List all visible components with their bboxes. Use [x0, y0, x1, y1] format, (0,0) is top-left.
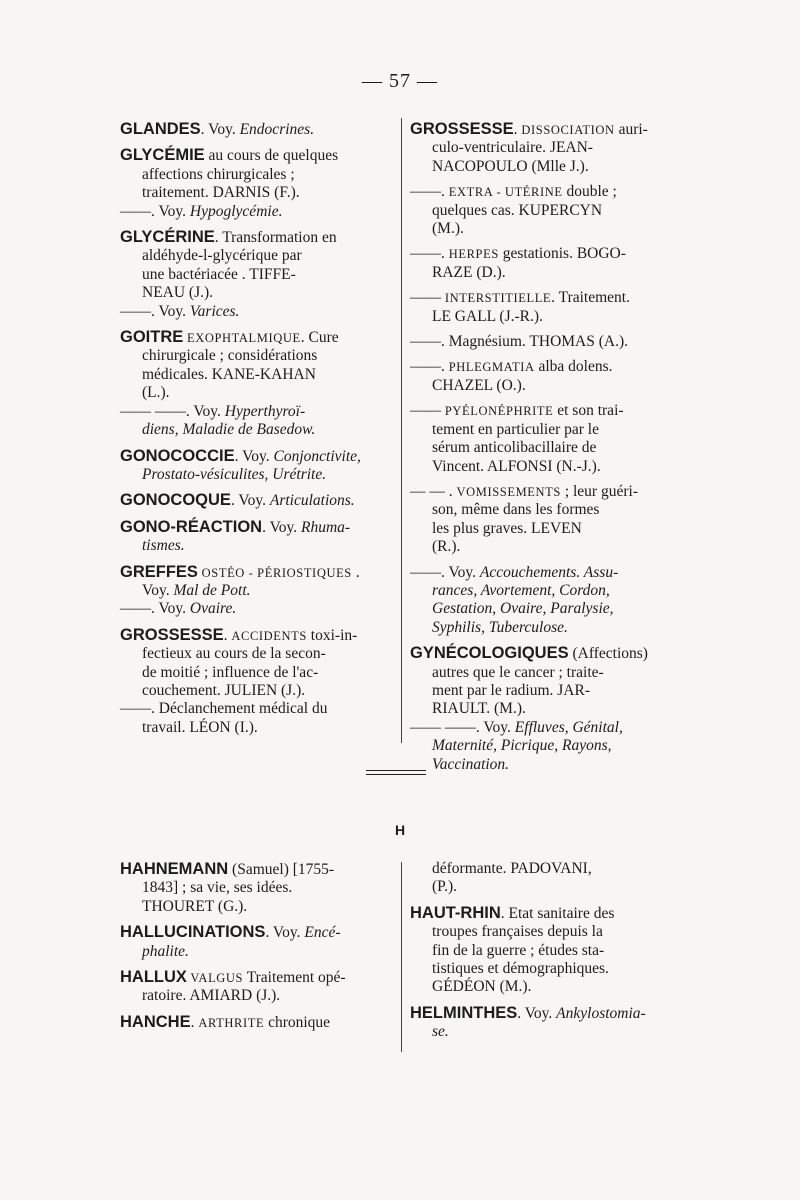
entry-text: (Affections)	[568, 645, 648, 663]
reference-link: phalite.	[142, 942, 189, 960]
entry-text: fectieux au cours de la secon-	[142, 645, 326, 663]
headword: GONOCOCCIE	[120, 446, 235, 465]
entry-text: NACOPOULO (Mlle J.).	[432, 157, 589, 175]
entry-text: . Voy.	[200, 121, 240, 138]
entry-text: ratoire. AMIARD (J.).	[142, 987, 281, 1005]
entry-hallucinations	[120, 923, 392, 961]
entry-text: chirurgicale ; considérations	[142, 347, 318, 365]
small-caps-text: EXOPHTALMIQUE	[183, 331, 301, 346]
right-column-h	[410, 860, 688, 1049]
reference-link: rances, Avortement, Cordon,	[432, 581, 610, 599]
entry-text: Voy.	[142, 581, 174, 599]
entry-text: .	[351, 563, 360, 581]
sub-entry: ——. Voy.	[410, 563, 480, 581]
headword: GROSSESSE	[120, 625, 224, 644]
entry-text: au cours de quelques	[204, 147, 339, 165]
entry-gonocoque	[120, 491, 392, 510]
entry-text: troupes françaises depuis la	[432, 923, 603, 941]
sub-entry: ——. Voy.	[120, 302, 190, 320]
entry-text: (R.).	[432, 538, 461, 556]
headword: GLANDES	[120, 120, 201, 138]
section-separator	[366, 770, 426, 778]
sub-entry: ——	[410, 289, 445, 307]
small-caps-text: EXTRA - UTÉRINE	[448, 185, 563, 200]
entry-vomissements	[410, 483, 688, 557]
reference-link: Syphilis, Tuberculose.	[432, 618, 568, 636]
entry-gono-reaction	[120, 518, 392, 556]
entry-text: tement en particulier par le	[432, 420, 599, 438]
entry-text: (L.).	[142, 384, 170, 402]
reference-link: Varices.	[189, 302, 240, 320]
entry-text: toxi-in-	[306, 626, 358, 644]
entry-text: et son trai-	[553, 402, 624, 420]
entry-text: .	[513, 121, 522, 138]
headword: HAUT-RHIN	[410, 903, 501, 922]
entry-text: sérum anticolibacillaire de	[432, 439, 597, 457]
entry-text: une bactériacée . TIFFE-	[142, 265, 296, 283]
small-caps-text: PYÉLONÉPHRITE	[444, 404, 554, 419]
reference-link: tismes.	[142, 537, 185, 555]
entry-text: . Voy.	[262, 518, 302, 536]
entry-hanche	[120, 1013, 392, 1032]
entry-text: travail. LÉON (I.).	[142, 718, 258, 736]
reference-link: se.	[432, 1023, 449, 1041]
entry-text: . Etat sanitaire des	[500, 904, 615, 922]
entry-text: de moitié ; influence de l'ac-	[142, 663, 319, 681]
right-column-g	[410, 120, 688, 781]
entry-text: alba dolens.	[534, 358, 613, 376]
entry-text: son, même dans les formes	[432, 501, 600, 519]
small-caps-text: ARTHRITE	[198, 1015, 265, 1030]
reference-link: diens, Maladie de Basedow.	[142, 421, 316, 439]
entry-text: . Cure	[300, 329, 339, 347]
headword: GLYCÉRINE	[120, 228, 215, 247]
headword: GONO-RÉACTION	[120, 517, 263, 536]
headword: GROSSESSE	[410, 120, 514, 138]
entry-text: (Samuel) [1755-	[228, 861, 335, 878]
entry-text: Vincent. ALFONSI (N.-J.).	[432, 457, 601, 475]
entry-hanche-continued	[410, 860, 688, 897]
entry-text: . Voy.	[265, 924, 305, 942]
entry-text: auri-	[614, 121, 648, 138]
entry-text: .	[223, 626, 232, 644]
entry-grossesse-accidents	[120, 626, 392, 737]
headword: GYNÉCOLOGIQUES	[410, 644, 569, 663]
entry-text: . Voy.	[517, 1004, 557, 1022]
entry-text: déformante. PADOVANI,	[432, 860, 592, 877]
entry-glycerine	[120, 228, 392, 321]
reference-link: Vaccination.	[432, 755, 510, 773]
reference-link: Hypoglycémie.	[189, 202, 283, 220]
sub-entry: ——	[410, 402, 445, 420]
entry-glandes	[120, 120, 392, 139]
small-caps-text: DISSOCIATION	[521, 123, 615, 137]
sub-entry: ——. Voy.	[120, 202, 190, 220]
entry-text: THOURET (G.).	[142, 897, 248, 915]
reference-link: Maternité, Picrique, Rayons,	[432, 737, 612, 755]
entry-magnesium	[410, 333, 688, 351]
entry-text: traitement. DARNIS (F.).	[142, 184, 300, 202]
entry-text: NEAU (J.).	[142, 284, 214, 302]
entry-text: couchement. JULIEN (J.).	[142, 681, 306, 699]
left-column-g	[120, 120, 392, 744]
entry-greffes	[120, 563, 392, 619]
entry-text: aldéhyde-l-glycérique par	[142, 247, 302, 265]
section-letter: H	[394, 822, 406, 838]
sub-entry: ——.	[410, 245, 449, 263]
entry-text: Traitement opé-	[243, 969, 346, 987]
entry-grossesse-voy	[410, 564, 688, 638]
headword: HALLUX	[120, 968, 187, 987]
reference-link: Encé-	[304, 924, 341, 942]
entry-text: LE GALL (J.-R.).	[432, 307, 543, 325]
entry-text: (P.).	[432, 878, 457, 896]
left-column-h	[120, 860, 392, 1039]
headword: HANCHE	[120, 1012, 191, 1031]
entry-text: tistiques et démographiques.	[432, 960, 609, 978]
entry-gonococcie	[120, 447, 392, 485]
entry-text: ; leur guéri-	[560, 482, 638, 500]
headword: GLYCÉMIE	[120, 146, 205, 165]
entry-text: médicales. KANE-KAHAN	[142, 365, 316, 383]
small-caps-text: VOMISSEMENTS	[456, 484, 561, 499]
reference-link: Mal de Pott.	[173, 581, 251, 599]
entry-text: quelques cas. KUPERCYN	[432, 201, 603, 219]
entry-interstitielle	[410, 289, 688, 326]
entry-grossesse-dissociation	[410, 120, 688, 176]
reference-link: Ovaire.	[189, 600, 237, 618]
entry-text: double ;	[562, 183, 617, 201]
entry-text: (M.).	[432, 220, 464, 238]
entry-text: fin de la guerre ; études sta-	[432, 941, 605, 959]
reference-link: Gestation, Ovaire, Paralysie,	[432, 600, 614, 618]
entry-helminthes	[410, 1004, 688, 1042]
entry-text: autres que le cancer ; traite-	[432, 663, 604, 681]
reference-link: Articulations.	[269, 492, 355, 510]
column-divider-h	[401, 862, 402, 1052]
sub-entry: ——.	[410, 358, 449, 376]
entry-herpes	[410, 245, 688, 282]
entry-extra-uterine	[410, 183, 688, 238]
headword: HAHNEMANN	[120, 860, 229, 878]
reference-link: Accouchements. Assu-	[479, 563, 619, 581]
entry-goitre	[120, 328, 392, 439]
small-caps-text: OSTÉO - PÉRIOSTIQUES	[197, 565, 352, 580]
sub-entry: — — .	[410, 482, 457, 500]
entry-phlegmatia	[410, 358, 688, 395]
entry-text: RIAULT. (M.).	[432, 700, 526, 718]
small-caps-text: HERPES	[448, 247, 499, 262]
entry-haut-rhin	[410, 904, 688, 997]
reference-link: Prostato-vésiculites, Urétrite.	[142, 465, 327, 483]
entry-text: .	[190, 1013, 199, 1031]
page-number: — 57 —	[362, 70, 438, 92]
reference-link: Effluves, Génital,	[514, 718, 623, 736]
entry-glycemie	[120, 146, 392, 221]
sub-entry: —— ——. Voy.	[120, 402, 225, 420]
headword: GONOCOQUE	[120, 491, 231, 510]
sub-entry: ——. Déclanchement médical du	[120, 700, 328, 718]
sub-entry: ——. Magnésium. THOMAS (A.).	[410, 333, 628, 351]
entry-text: . Voy.	[234, 447, 274, 465]
reference-link: Hyperthyroï-	[224, 402, 306, 420]
headword: HELMINTHES	[410, 1003, 518, 1022]
entry-hahnemann	[120, 860, 392, 916]
headword: GREFFES	[120, 562, 198, 581]
entry-text: chronique	[264, 1013, 331, 1031]
entry-text: les plus graves. LEVEN	[432, 519, 582, 537]
headword: HALLUCINATIONS	[120, 923, 266, 942]
reference-link: Rhuma-	[301, 518, 351, 536]
entry-text: . Transformation en	[214, 229, 337, 247]
entry-text: RAZE (D.).	[432, 263, 506, 281]
small-caps-text: INTERSTITIELLE	[444, 291, 552, 306]
entry-text: CHAZEL (O.).	[432, 376, 526, 394]
entry-text: . Traitement.	[551, 289, 630, 307]
sub-entry: ——. Voy.	[120, 600, 190, 618]
entry-text: culo-ventriculaire. JEAN-	[432, 139, 593, 157]
small-caps-text: PHLEGMATIA	[448, 360, 535, 375]
reference-link: Ankylostomia-	[556, 1004, 646, 1022]
small-caps-text: VALGUS	[186, 971, 244, 986]
entry-hallux	[120, 968, 392, 1006]
reference-link: Conjonctivite,	[273, 447, 361, 465]
entry-gynecologiques	[410, 644, 688, 774]
column-divider	[401, 118, 402, 743]
sub-entry: ——.	[410, 183, 449, 201]
sub-entry: —— ——. Voy.	[410, 718, 515, 736]
small-caps-text: ACCIDENTS	[231, 628, 307, 643]
entry-text: gestationis. BOGO-	[498, 245, 626, 263]
entry-text: GÉDÉON (M.).	[432, 978, 532, 996]
headword: GOITRE	[120, 328, 184, 347]
entry-text: ment par le radium. JAR-	[432, 681, 590, 699]
entry-text: 1843] ; sa vie, ses idées.	[142, 879, 293, 897]
reference-link: Endocrines.	[239, 121, 315, 138]
entry-text: affections chirurgicales ;	[142, 165, 295, 183]
entry-text: . Voy.	[230, 492, 270, 510]
entry-pyelonephrite	[410, 402, 688, 476]
